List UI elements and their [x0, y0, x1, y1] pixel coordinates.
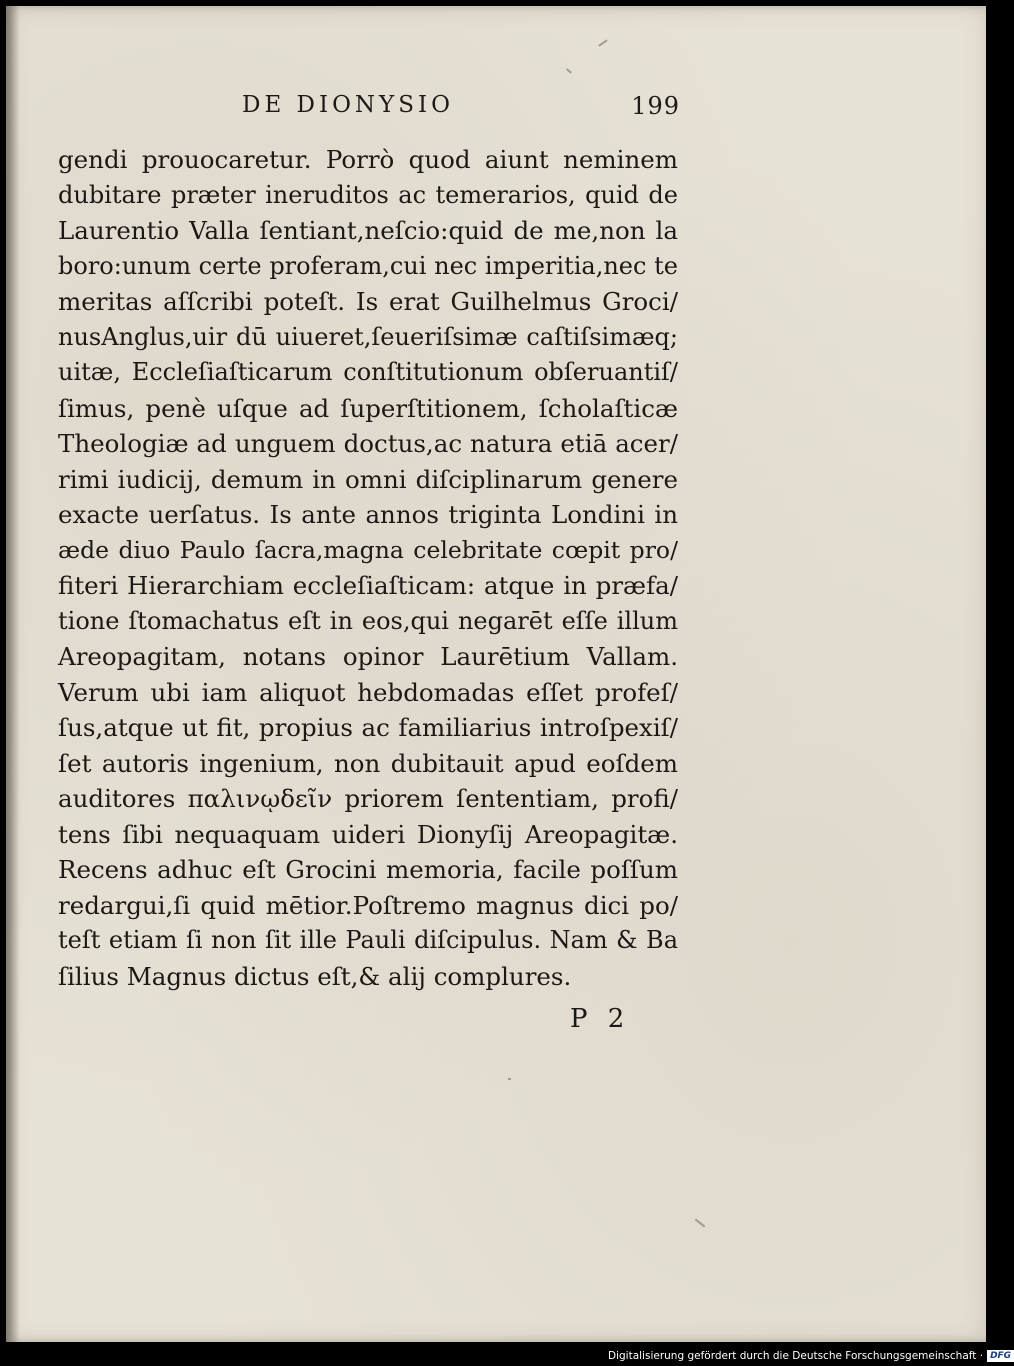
dfg-logo: DFG [987, 1350, 1014, 1362]
text-line: boro:unum certe proferam,cui nec imperitia,nec te [58, 251, 678, 280]
signature-mark: P 2 [570, 1004, 631, 1034]
text-line: ſimus, penè uſque ad ſuperſtitionem, ſcholaſticæ [58, 393, 678, 423]
text-line: Areopagitam, notans opinor Laurētium Vallam. [58, 642, 678, 671]
text-line: uitæ, Eccleſiaſticarum conſtitutionum obſeruantiſ/ [58, 358, 678, 386]
text-line: nusAnglus,uir dū uiueret,ſeueriſsimæ caſtiſsimæq; [58, 322, 678, 351]
text-line: æde diuo Paulo ſacra,magna celebritate cœpit pro/ [58, 535, 678, 564]
text-line: ſus,atque ut fit, propius ac familiarius introſpexiſ/ [58, 713, 678, 742]
text-line: redargui,ſi quid mētior.Poſtremo magnus dici po/ [58, 890, 678, 920]
text-line: tens ſibi nequaquam uideri Dionyſij Areopagitæ. [58, 819, 678, 849]
page-number: 199 [631, 92, 680, 120]
text-line: tione ſtomachatus eſt in eos,qui negarēt eſſe illum [58, 606, 678, 635]
credit-text: Digitalisierung gefördert durch die Deutsche Forschungsgemeinschaft · [608, 1350, 984, 1362]
text-line: ſilius Magnus dictus eſt,& alij complures. [58, 961, 572, 991]
text-line: Recens adhuc eſt Grocini memoria, facile poſſum [58, 855, 678, 884]
paper-mark [508, 1078, 511, 1080]
text-line: rimi iudicij, demum in omni diſciplinarum genere [58, 464, 678, 494]
text-line: Verum ubi iam aliquot hebdomadas eſſet profeſ/ [58, 677, 678, 707]
body-text [58, 142, 678, 994]
running-title: DE DIONYSIO [242, 92, 454, 118]
text-line: Theologiæ ad unguem doctus,ac natura etiā acer/ [58, 429, 678, 458]
text-line: dubitare præter ineruditos ac temerarios, quid de [58, 180, 678, 209]
text-line: fiteri Hierarchiam eccleſiaſticam: atque in præfa/ [58, 571, 678, 600]
text-line: Laurentio Valla ſentiant,neſcio:quid de me,non la [58, 216, 678, 245]
text-line: teſt etiam ſi non ſit ille Pauli diſcipulus. Nam & Ba [58, 926, 678, 954]
text-line: exacte uerſatus. Is ante annos triginta Londini in [58, 500, 678, 529]
text-line: meritas aſſcribi poteſt. Is erat Guilhelmus Groci/ [58, 287, 678, 316]
running-head [232, 92, 680, 128]
gutter-shadow [6, 6, 20, 1342]
text-line: ſet autoris ingenium, non dubitauit apud eoſdem [58, 748, 678, 778]
text-line: gendi prouocaretur. Porrò quod aiunt neminem [58, 145, 678, 174]
digitization-credit [608, 1349, 1012, 1363]
text-line: auditores παλινῳδεῖν priorem ſententiam, profi/ [58, 784, 678, 813]
